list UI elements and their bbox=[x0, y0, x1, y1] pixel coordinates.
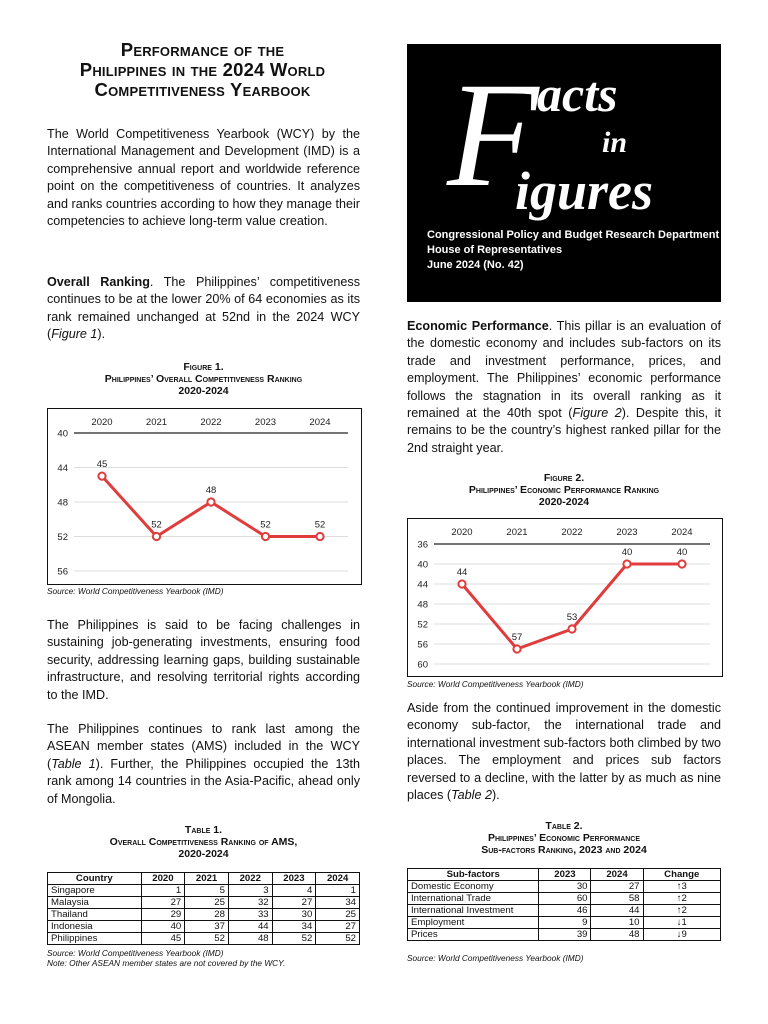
chart-1-y-tick-label: 56 bbox=[57, 566, 68, 578]
table-2-cell: ↓9 bbox=[643, 929, 720, 941]
table-1-row-label: Thailand bbox=[48, 909, 142, 921]
overall-ranking-text-2: ). bbox=[97, 327, 106, 342]
document-title bbox=[30, 40, 375, 100]
chart-2-data-point bbox=[623, 560, 630, 567]
chart-2-data-point bbox=[458, 580, 465, 587]
figure-1-label: Figure 1. bbox=[183, 361, 224, 373]
chart-2-series-line bbox=[462, 564, 682, 649]
table-1-row bbox=[48, 885, 360, 897]
table-1-cell: 33 bbox=[228, 909, 272, 921]
table-1-label: Table 1. bbox=[184, 824, 223, 836]
table-2-cell: ↑3 bbox=[643, 881, 720, 893]
title-line-2: Philippines in the 2024 World bbox=[79, 59, 326, 80]
chart-2-x-tick-label: 2022 bbox=[561, 527, 583, 538]
chart-2-y-tick-label: 44 bbox=[417, 579, 428, 591]
table-1-cell: 28 bbox=[185, 909, 229, 921]
table-2-header-subfactors: Sub-factors bbox=[408, 869, 539, 881]
table-2-cell: 9 bbox=[539, 917, 591, 929]
subfactors-paragraph bbox=[407, 700, 721, 804]
chart-2-y-tick-label: 48 bbox=[417, 599, 428, 611]
chart-2-data-label: 57 bbox=[511, 632, 523, 643]
economic-performance-paragraph bbox=[407, 318, 721, 457]
table-1-header-2024: 2024 bbox=[316, 873, 360, 885]
table-2-cell: 30 bbox=[539, 881, 591, 893]
banner-publisher bbox=[427, 228, 719, 273]
table-2-label: Table 2. bbox=[545, 820, 583, 832]
table-2-header-2024: 2024 bbox=[591, 869, 643, 881]
table-2-row-label: International Investment bbox=[408, 905, 539, 917]
table-2-cell: ↑2 bbox=[643, 893, 720, 905]
figure-2-chart bbox=[407, 518, 723, 677]
table-1-cell: 1 bbox=[316, 885, 360, 897]
chart-2-y-tick-label: 40 bbox=[417, 559, 428, 571]
chart-2-y-tick-label: 36 bbox=[417, 539, 428, 551]
figure-2-caption bbox=[407, 472, 721, 508]
table-2-row bbox=[408, 917, 721, 929]
table-1-cell: 52 bbox=[272, 933, 316, 945]
banner-in: in bbox=[602, 126, 628, 159]
banner-issue: June 2024 (No. 42) bbox=[427, 259, 524, 271]
table-2-cell: 39 bbox=[539, 929, 591, 941]
chart-2-data-point bbox=[568, 625, 575, 632]
figure-1-years: 2020-2024 bbox=[178, 385, 229, 397]
table-1-cell: 27 bbox=[272, 897, 316, 909]
table-2-reference: Table 2 bbox=[451, 788, 492, 803]
subfactors-text-1: Aside from the continued improvement in the domestic economy sub-factor, the international trade and international investment sub-factors both climbed by two places. The employment and prices sub factors reversed to a decline, with the latter by as much as nine places ( bbox=[407, 701, 721, 803]
table-1-cell: 40 bbox=[141, 921, 185, 933]
table-1-cell: 52 bbox=[185, 933, 229, 945]
intro-paragraph: The World Competitiveness Yearbook (WCY) by the International Management and Development (IMD) is a comprehensive annual report and worldwide reference point on the competitiveness of countries. It analyzes and ranks countries according to how they manage their competencies to achieve long-term value creation. bbox=[47, 127, 360, 229]
table-1-cell: 25 bbox=[316, 909, 360, 921]
table-2-row-label: Domestic Economy bbox=[408, 881, 539, 893]
table-2-header-row bbox=[408, 869, 721, 881]
table-2-caption bbox=[407, 820, 721, 856]
chart-1-x-tick-label: 2022 bbox=[200, 417, 222, 428]
asean-paragraph bbox=[47, 721, 360, 808]
table-1-years: 2020-2024 bbox=[178, 848, 229, 860]
table-1-reference: Table 1 bbox=[51, 756, 96, 771]
chart-2-data-label: 40 bbox=[676, 547, 688, 558]
figure-1-reference: Figure 1 bbox=[51, 327, 98, 342]
table-2 bbox=[407, 868, 721, 941]
chart-2-y-tick-label: 60 bbox=[417, 659, 428, 671]
figure-1-chart bbox=[47, 408, 362, 585]
table-1-cell: 34 bbox=[272, 921, 316, 933]
chart-1-data-point bbox=[98, 473, 105, 480]
chart-2-x-tick-label: 2021 bbox=[506, 527, 528, 538]
table-1-header-2021: 2021 bbox=[185, 873, 229, 885]
table-1-row bbox=[48, 933, 360, 945]
table-1-cell: 37 bbox=[185, 921, 229, 933]
figure-2-years: 2020-2024 bbox=[538, 496, 590, 508]
table-1-cell: 29 bbox=[141, 909, 185, 921]
chart-1-y-tick-label: 52 bbox=[57, 532, 68, 543]
table-1-cell: 3 bbox=[228, 885, 272, 897]
chart-1-data-point bbox=[207, 498, 214, 505]
table-2-cell: 48 bbox=[591, 929, 643, 941]
table-2-row bbox=[408, 905, 721, 917]
chart-1-x-tick-label: 2023 bbox=[254, 417, 277, 428]
chart-1-data-label: 48 bbox=[205, 485, 217, 496]
table-1-cell: 27 bbox=[141, 897, 185, 909]
chart-1-y-tick-label: 40 bbox=[57, 428, 68, 440]
table-1-cell: 48 bbox=[228, 933, 272, 945]
table-2-cell: ↓1 bbox=[643, 917, 720, 929]
chart-1-data-point bbox=[316, 533, 323, 540]
table-2-title: Philippines’ Economic Performance bbox=[487, 832, 641, 844]
table-1-cell: 27 bbox=[316, 921, 360, 933]
table-2-source: Source: World Competitiveness Yearbook (IMD) bbox=[407, 953, 584, 963]
table-1-cell: 32 bbox=[228, 897, 272, 909]
table-2-row bbox=[408, 893, 721, 905]
table-1-cell: 44 bbox=[228, 921, 272, 933]
table-2-row-label: Employment bbox=[408, 917, 539, 929]
table-1-row bbox=[48, 921, 360, 933]
figure-2-source: Source: World Competitiveness Yearbook (IMD) bbox=[407, 679, 584, 689]
chart-1-y-tick-label: 44 bbox=[57, 463, 68, 474]
table-1-row-label: Indonesia bbox=[48, 921, 142, 933]
table-1-row-label: Singapore bbox=[48, 885, 142, 897]
table-1 bbox=[47, 872, 360, 945]
table-1-header-2022: 2022 bbox=[228, 873, 272, 885]
table-1-cell: 52 bbox=[316, 933, 360, 945]
table-2-cell: ↑2 bbox=[643, 905, 720, 917]
table-1-source-block bbox=[47, 948, 360, 968]
chart-2-x-tick-label: 2020 bbox=[451, 527, 473, 538]
table-2-row-label: International Trade bbox=[408, 893, 539, 905]
subfactors-text-2: ). bbox=[491, 788, 500, 803]
chart-2-data-label: 40 bbox=[621, 547, 633, 558]
overall-ranking-text-1: . The Philippines’ competitiveness continues to be at the lower 20% of 64 economies as its rank remained unchanged at 52nd in the 2024 WCY ( bbox=[47, 275, 360, 342]
table-1-cell: 1 bbox=[141, 885, 185, 897]
chart-2-x-tick-label: 2023 bbox=[616, 527, 638, 538]
chart-2-data-label: 53 bbox=[566, 612, 578, 623]
table-2-cell: 44 bbox=[591, 905, 643, 917]
table-2-cell: 27 bbox=[591, 881, 643, 893]
title-line-3: Competitiveness Yearbook bbox=[94, 79, 311, 100]
figure-1-title: Philippines’ Overall Competitiveness Ranking bbox=[104, 373, 303, 385]
table-1-row bbox=[48, 897, 360, 909]
figure-2-reference: Figure 2 bbox=[572, 406, 622, 421]
economic-performance-text-1: . This pillar is an evaluation of the domestic economy and includes sub-factors on its trade and investment performance, prices, and employment. The Philippines’ economic performance follows the stagnation in its overall ranking as it remained at the 40th spot ( bbox=[407, 319, 721, 421]
chart-1-data-label: 45 bbox=[96, 459, 108, 471]
chart-2-data-point bbox=[678, 560, 685, 567]
table-1-row-label: Malaysia bbox=[48, 897, 142, 909]
figure-2-svg bbox=[408, 519, 722, 676]
title-line-1: Performance of the bbox=[120, 39, 285, 60]
table-1-title: Overall Competitiveness Ranking of AMS, bbox=[109, 836, 298, 848]
table-1-cell: 4 bbox=[272, 885, 316, 897]
table-2-cell: 60 bbox=[539, 893, 591, 905]
chart-1-x-tick-label: 2024 bbox=[309, 417, 331, 428]
table-2-cell: 10 bbox=[591, 917, 643, 929]
chart-1-data-label: 52 bbox=[151, 519, 162, 531]
economic-performance-heading: Economic Performance bbox=[407, 319, 549, 333]
table-1-header-row bbox=[48, 873, 360, 885]
table-1-header-country: Country bbox=[48, 873, 142, 885]
asean-text-2: ). Further, the Philippines occupied the 13th rank among 14 countries in the Asia-Pacific, ahead only of Mongolia. bbox=[47, 756, 360, 806]
table-1-caption bbox=[47, 824, 360, 860]
chart-1-data-point bbox=[153, 533, 160, 540]
banner-big-letter: F bbox=[447, 52, 539, 218]
table-2-cell: 58 bbox=[591, 893, 643, 905]
table-2-header-2023: 2023 bbox=[539, 869, 591, 881]
chart-2-data-label: 44 bbox=[456, 567, 468, 578]
figure-1-source: Source: World Competitiveness Yearbook (IMD) bbox=[47, 586, 224, 596]
figure-2-label: Figure 2. bbox=[543, 472, 585, 484]
asean-text-1: The Philippines continues to rank last among the ASEAN member states (AMS) included in the WCY ( bbox=[47, 722, 360, 771]
table-1-source: Source: World Competitiveness Yearbook (IMD) bbox=[47, 948, 224, 958]
table-2-cell: 46 bbox=[539, 905, 591, 917]
banner-acts: acts bbox=[537, 66, 618, 122]
banner-igures: igures bbox=[515, 161, 654, 221]
table-1-cell: 5 bbox=[185, 885, 229, 897]
table-1-header-2023: 2023 bbox=[272, 873, 316, 885]
table-1-cell: 45 bbox=[141, 933, 185, 945]
figure-1-svg bbox=[48, 409, 361, 584]
table-2-subtitle: Sub-factors Ranking, 2023 and 2024 bbox=[481, 844, 647, 856]
chart-2-data-point bbox=[513, 645, 520, 652]
figure-2-title: Philippines’ Economic Performance Ranking bbox=[468, 484, 660, 496]
chart-2-y-tick-label: 52 bbox=[417, 619, 428, 631]
chart-1-y-tick-label: 48 bbox=[57, 497, 68, 509]
chart-1-x-tick-label: 2021 bbox=[145, 417, 168, 428]
table-1-row-label: Philippines bbox=[48, 933, 142, 945]
facts-in-figures-banner bbox=[407, 44, 721, 302]
banner-department: Congressional Policy and Budget Research Department bbox=[427, 229, 720, 241]
figure-1-caption bbox=[47, 361, 360, 397]
economic-performance-text-2: ). Despite this, it remains to be the country’s highest ranked pillar for the 2nd straight year. bbox=[407, 406, 721, 455]
chart-1-x-tick-label: 2020 bbox=[91, 417, 113, 428]
chart-2-x-tick-label: 2024 bbox=[671, 527, 693, 538]
chart-2-y-tick-label: 56 bbox=[417, 639, 428, 651]
chart-1-data-label: 52 bbox=[314, 519, 326, 531]
banner-house: House of Representatives bbox=[427, 244, 563, 256]
chart-1-data-point bbox=[262, 533, 269, 540]
chart-1-data-label: 52 bbox=[260, 519, 271, 531]
overall-ranking-heading: Overall Ranking bbox=[47, 275, 150, 289]
table-1-header-2020: 2020 bbox=[141, 873, 185, 885]
table-1-cell: 30 bbox=[272, 909, 316, 921]
table-2-row bbox=[408, 881, 721, 893]
table-1-cell: 25 bbox=[185, 897, 229, 909]
table-2-row bbox=[408, 929, 721, 941]
table-1-cell: 34 bbox=[316, 897, 360, 909]
challenges-paragraph: The Philippines is said to be facing challenges in sustaining job-generating investments, ensuring food security, addressing learning gaps, building sustainable infrastructure, and resolving territorial rights according to the IMD. bbox=[47, 618, 360, 702]
table-1-note: Note: Other ASEAN member states are not covered by the WCY. bbox=[47, 958, 286, 968]
table-2-row-label: Prices bbox=[408, 929, 539, 941]
overall-ranking-paragraph bbox=[47, 274, 360, 344]
table-1-row bbox=[48, 909, 360, 921]
table-2-header-change: Change bbox=[643, 869, 720, 881]
